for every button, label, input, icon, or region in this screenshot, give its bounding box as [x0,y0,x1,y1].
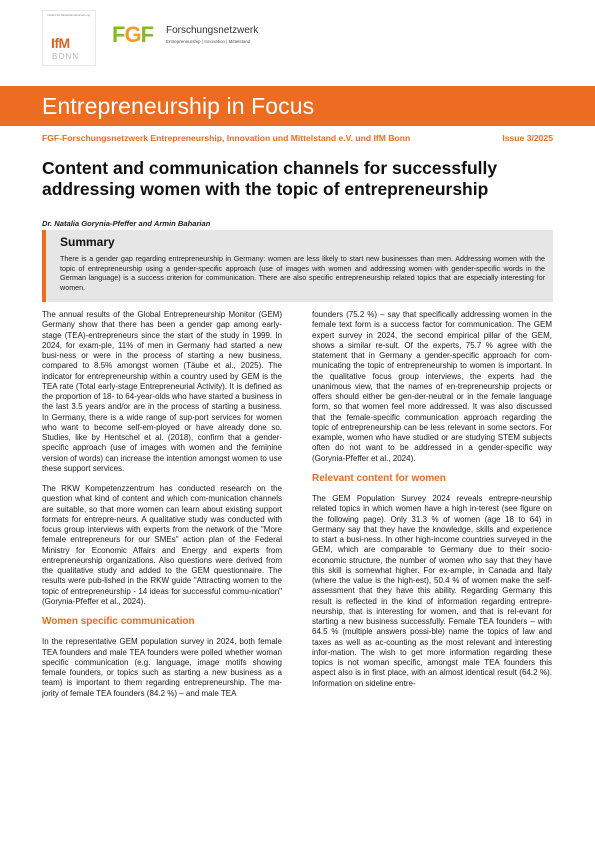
ifm-logo-small-text: Institut für Mittelstandsforschung [47,13,91,17]
right-paragraph-1: founders (75.2 %) – say that specifically addressing women in the female text form is a success factor for communication. The GEM expert survey in 2024, the second empirical pillar of the GEM, shows a similar re-sult. Of the experts, 75.7 % agree with the statement that in Germany a gender-specific approach for com-municating the topic of entrepreneurship to women is important. In the qualitative focus group interviews, the experts had the unanimous view, that the names of en-trepreneurship projects or offers should either be gen-der-neutral or in the female language form, so that women feel more addressed. It was also discussed that the female-specific communication approach regarding the topic of entrepreneurship can be less relevant in some sectors. For example, women who have studied or are studying STEM subjects often do not want to be addressed in a gender-specific way (Gorynia-Pfeffer et al., 2024). [312,310,552,463]
ifm-logo-city: BONN [52,52,80,61]
fgf-logo-name: Forschungsnetzwerk [166,25,259,36]
left-paragraph-3: In the representative GEM population survey in 2024, both female TEA founders and male TEA founders were polled whether woman specific communication (e.g. language, image motifs showing female founders, or topics such as starting a new business as a team) is important to them regarding entrepreneurship. The ma-jority of female TEA founders (84.2 %) – and male TEA [42,637,282,698]
ifm-logo-wordmark: IfM [51,35,70,51]
left-paragraph-1: The annual results of the Global Entrepreneurship Monitor (GEM) Germany show that there has been a gender gap among early-stage (TEA)-entrepreneurs since the start of the study in 1999. In 2024, for exam-ple, 11% of men in Germany had started a new busi-ness or were in the process of starting a new business, compared to 8.5% amongst women (Täube et al., 2025). The indicator for entrepreneurship within a country used by GEM is the TEA rate (Total early-stage Entrepreneurial Activity). It is defined as the proportion of 18- to 64-year-olds who have started a business in the last 3.5 years and/or are in the process of starting a business. In Germany, there is a wide range of sup-port services for women who want to become self-em-ployed or have already done so. Studies, like by Hentschel et al. (2018), confirm that a gender-specific approach (use of images with women and the feminine version of words) can increase the intention amongst women to use these support services. [42,310,282,473]
section-heading-relevant-content: Relevant content for women [312,472,446,484]
fgf-logo-tagline: Entrepreneurship | Innovation | Mittelstand [166,39,251,44]
right-column [312,310,552,699]
banner-title: Entrepreneurship in Focus [42,93,315,119]
fgf-logo-mark [112,22,153,48]
summary-heading: Summary [60,235,115,249]
left-paragraph-2: The RKW Kompetenzzentrum has conducted research on the question what kind of content and which com-munication channels are suitable, so that more women can learn about existing support formats for entrepre-neurs. A qualitative study was conducted with focus group interviews with experts from the network of the "More female entrepreneurs for our SMEs" action plan of the Federal Ministry for Economic Affairs and Energy and experts from entrepreneurship organizations. Also questions were derived from the qualitative study and added to the GEM questionnaire. The results were pub-lished in the RKW guide "Attracting women to the topic of entrepreneurship - 14 ideas for successful commu-nication" (Gorynia-Pfeffer et al., 2024). [42,484,282,606]
summary-box [42,230,553,302]
publication-line [42,133,553,143]
fgf-mark-f1: F [112,22,125,47]
summary-text: There is a gender gap regarding entrepreneurship in Germany: women are less likely to start new businesses than men. Addressing women with the topic of entrepreneurship using a gender-specific approach (use of images with women and addressing women with gender-specific words in the German language) is a success criterion for communication. There are also specific entrepreneurship related topics that are especially interesting for women. [60,254,545,293]
title-banner [0,86,595,126]
section-heading-women-specific: Women specific communication [42,616,195,627]
fgf-mark-g: G [124,22,141,47]
article-title: Content and communication channels for successfully addressing women with the topic of entrepreneurship [42,158,498,199]
article-authors: Dr. Natalia Gorynia-Pfeffer and Armin Baharian [42,219,211,228]
issue-number: Issue 3/2025 [502,133,553,143]
fgf-mark-f2: F [140,22,154,47]
left-column [42,310,282,709]
ifm-bonn-logo [42,10,96,66]
right-paragraph-2: The GEM Population Survey 2024 reveals entrepre-neurship related topics in which women have a high in-terest (see figure on the following page). Only 31.3 % of women (age 18 to 64) in Germany say that they have the knowledge, skills and experience to start a busi-ness. In other high-income countries surveyed in the GEM, which are comparable to Germany due to their socio-economic structure, the number of women who say that they have this skill is somewhat higher. For ex-ample, in Canada and Italy (where the value is the high-est), 50.4 % of women make the self-assessment that they have this ability. Regarding Germany this result is reflected in the kind of information regarding entrepre-neurship, that is interesting for women, and that is rel-evant for starting a new business successfully. Female TEA founders – with 64.5 % (multiple answers possi-ble) name the topics of law and taxes as well as ac-counting as the most relevant and interesting infor-mation. The wish to get more information regarding these topics is not woman specific, amongst male TEA founders this aspect also is in first place, with an almost identical result (64.2 %). Information on sideline entre- [312,494,552,688]
organization-name: FGF-Forschungsnetzwerk Entrepreneurship, Innovation und Mittelstand e.V. und IfM Bonn [42,133,411,143]
